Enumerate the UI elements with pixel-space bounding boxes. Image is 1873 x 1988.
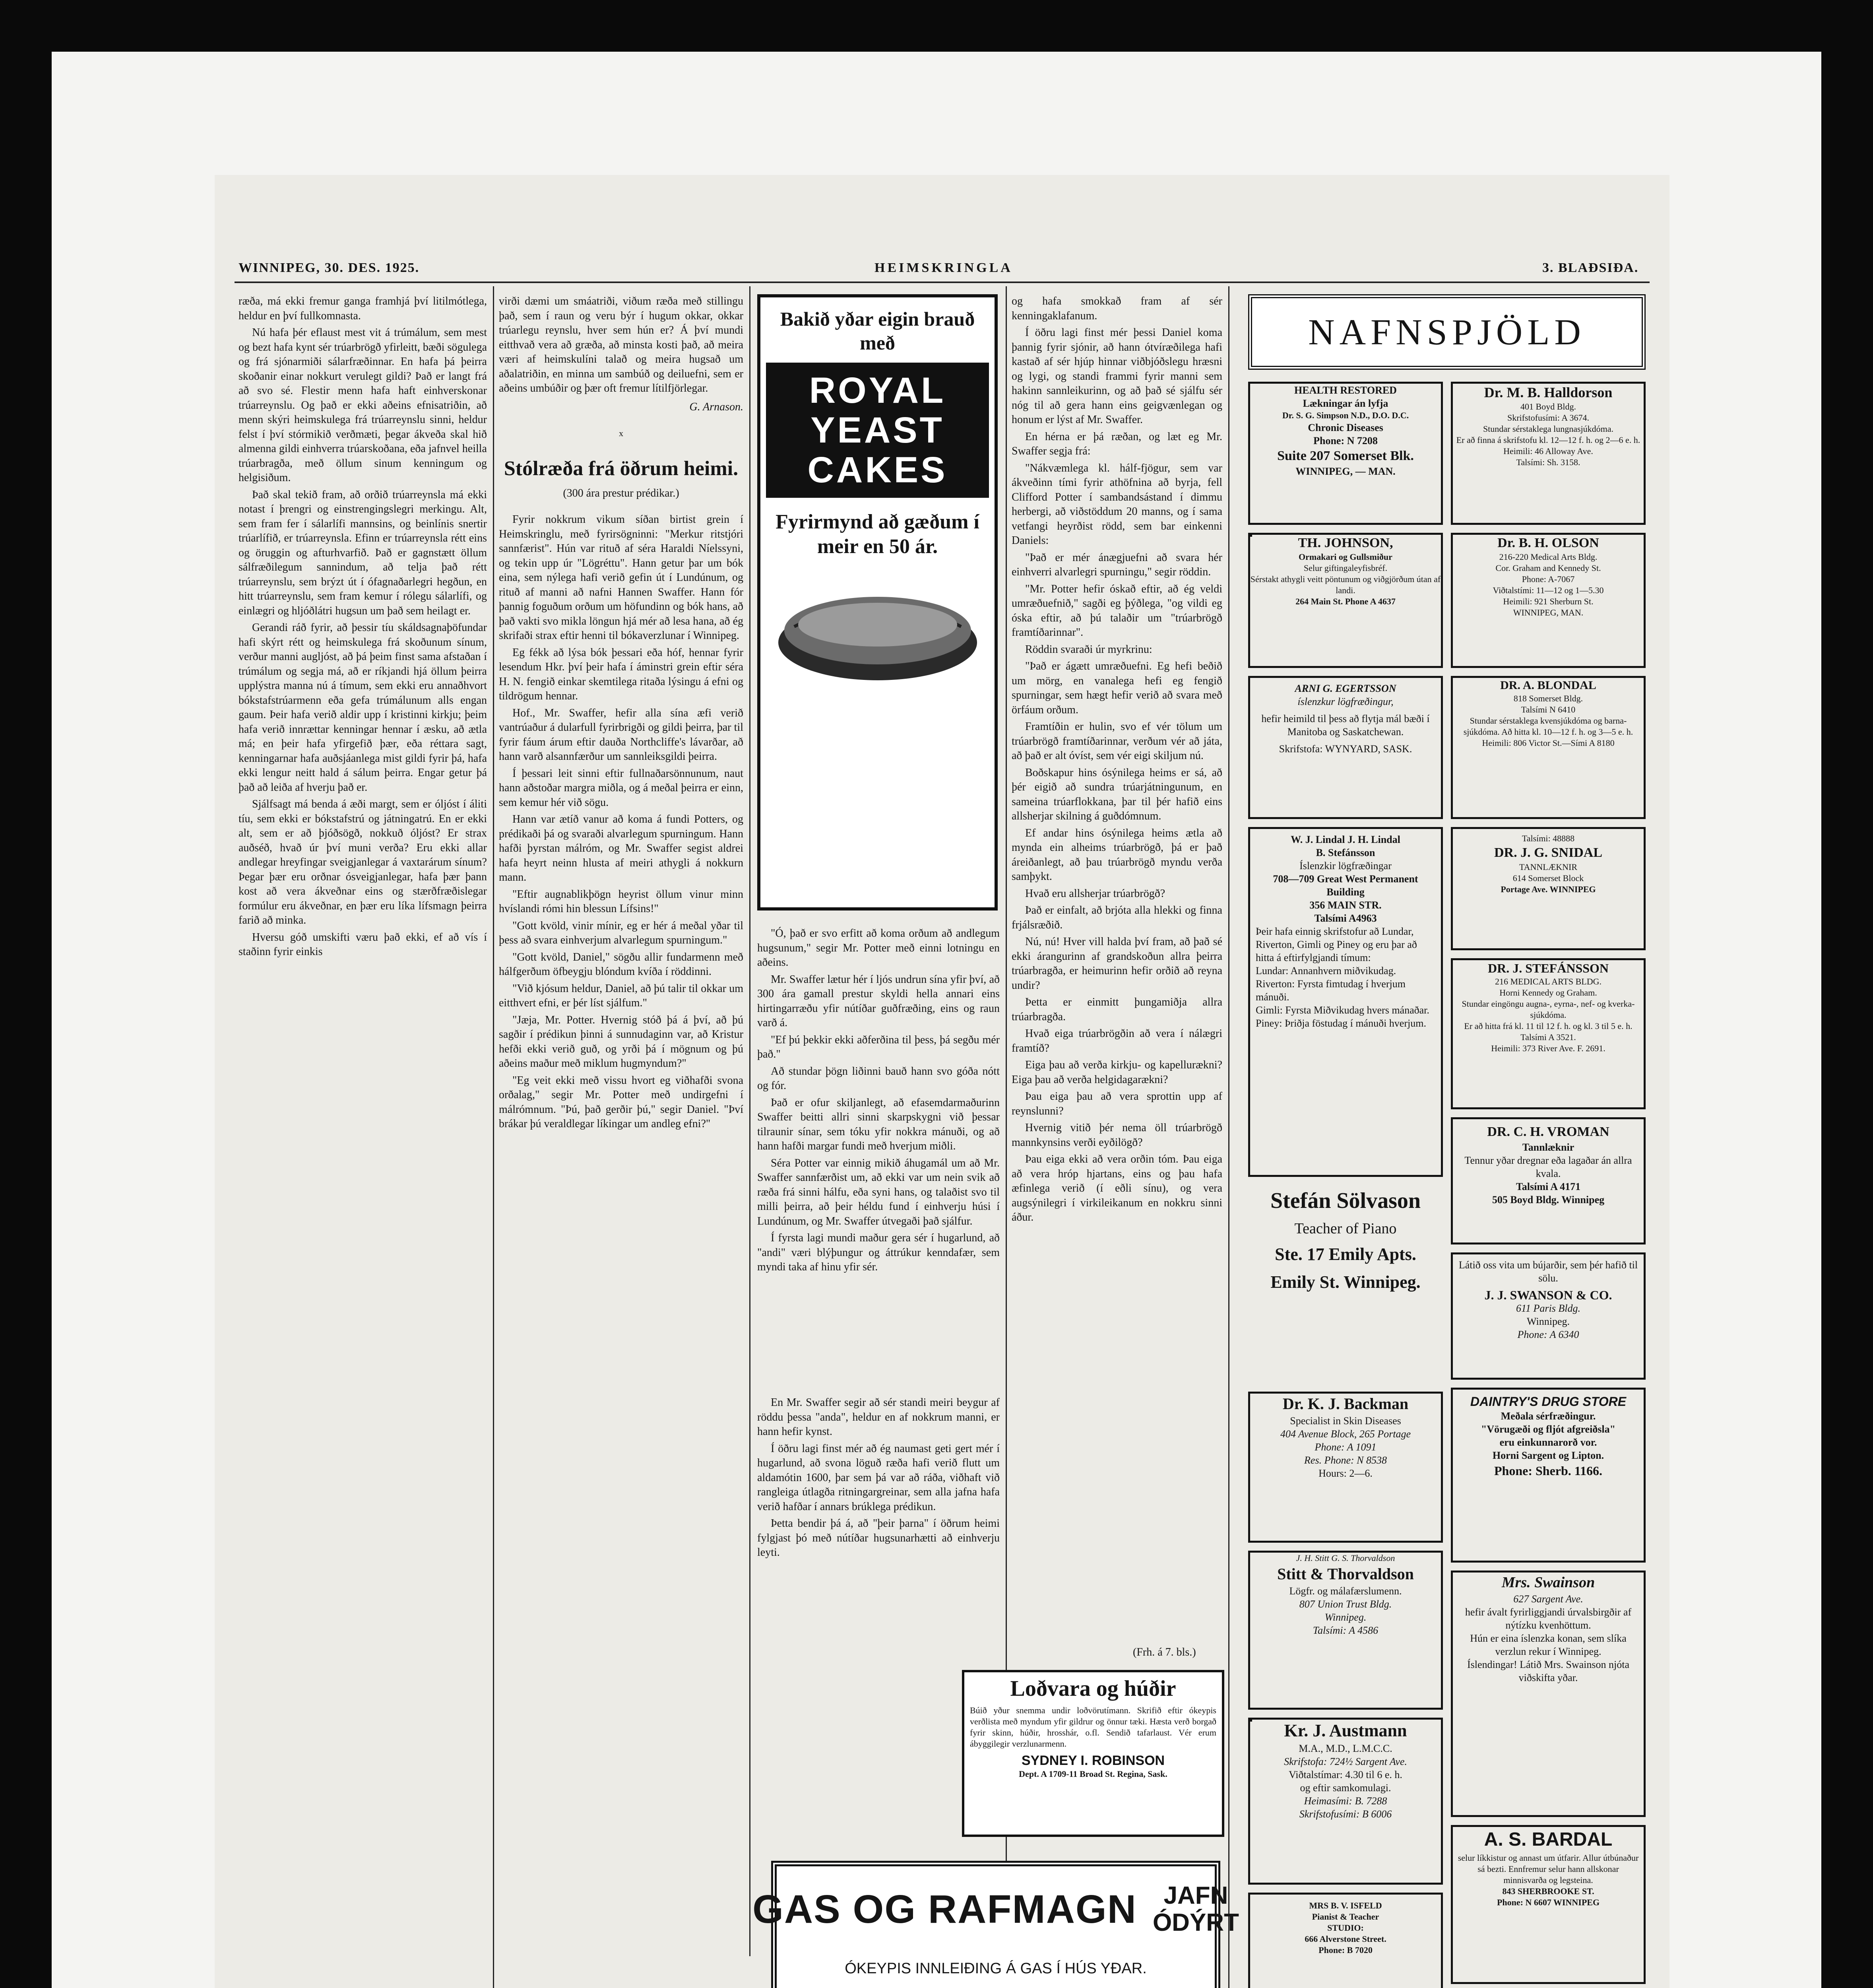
paragraph: Hvernig vitið þér nema öll trúarbrögð mannkynsins verði eyðilögð? [1012,1122,1222,1149]
card-line: 356 MAIN STR. [1309,899,1382,911]
card-solvason [1248,1185,1443,1384]
card-line: Stefán Sölvason [1270,1188,1421,1213]
paragraph: "Við kjósum heldur, Daniel, að þú talir til okkar um eitthvert efni, er þér líst sjálfum." [499,982,743,1009]
paragraph: Framtíðin er hulin, svo ef vér tölum um trúarbrögð framtíðarinnar, verðum vér að játa, að það er alt óvíst, sem vér eigi skiljum nú. [1012,720,1222,762]
paragraph: virði dæmi um smáatriði, viðum ræða með stillingu það, sem í raun og veru býr í hugum okkar, okkar trúarlegu reynslu, hver sem hún er? Á því mundi eitthvað vera að græða, að minsta kosti það, að meira væri af heimskulíni talað og meira hugsað um aðalatriðin, en minna um sambúð og deiluefni, sem er aðeins umbúðir og þær oft fremur lítilfjörlegar. [499,295,743,394]
gas-line-1: ÓKEYPIS INNLEIÐING Á GAS Í HÚS YÐAR. [845,1960,1147,1977]
header-page-number: 3. BLAÐSIÐA. [1542,260,1639,275]
card-line: Horni Sargent og Lipton. [1492,1450,1604,1461]
card-line: MRS B. V. ISFELD [1309,1901,1382,1910]
card-line: Winnipeg. [1324,1611,1367,1623]
paragraph: og hafa smokkað fram af sér kenningaklafanum. [1012,295,1222,322]
paragraph: Röddin svaraði úr myrkrinu: [1025,643,1152,656]
lodvara-address: Dept. A 1709-11 Broad St. Regina, Sask. [1019,1769,1167,1779]
card-line: Phone: A 6340 [1517,1329,1579,1340]
lodvara-ad [962,1670,1224,1837]
article-subhead: (300 ára prestur prédikar.) [563,487,679,499]
card-line: TH. JOHNSON, [1298,536,1393,550]
card-line: 264 Main St. Phone A 4637 [1295,596,1396,606]
card-line: Phone: N 6607 WINNIPEG [1497,1897,1600,1907]
card-line: Látið oss vita um bújarðir, sem þér hafið til sölu. [1458,1259,1638,1284]
card-isfeld [1248,1893,1443,1988]
card-line: Talsími N 6410 [1521,705,1576,714]
paragraph: Það skal tekið fram, að orðið trúarreynsla má ekki notast í þrengri og einstrengingslegri merkingu. Alt, sem fram fer í sálarlífi mannsins, og beinlínis snertir trúarlífið, er trúarreynsla. Efinn er trúarreynsla rétt eins og öruggin og afturhvarfið. Það er gagnstætt öllum sálfræðilegum sannindum, að telja það rétt trúarreynslu, sem brýzt út í ófagnaðarlegri hegðun, en hitt trúarreynslu, sem fram kemur í rólegu sálarlífi, og einlægri og hljóðlátri hugsun um það sem heilagt er. [238,488,487,617]
card-line: Phone: A-7067 [1522,574,1575,584]
royal-brand-panel [766,363,989,498]
paragraph: Eiga þau að verða kirkju- og kapellurækni? Eiga þau að verða helgidagarækni? [1012,1059,1222,1086]
card-line: DR. J. STEFÁNSSON [1487,961,1609,975]
card-line: Talsími A 3521. [1520,1032,1576,1042]
card-line: 818 Somerset Bldg. [1513,693,1583,703]
paragraph: Að stundar þögn liðinni bauð hann svo góða nótt og fór. [757,1065,1000,1092]
card-line: M.A., M.D., L.M.C.C. [1299,1743,1392,1754]
card-line: Er að finna á skrifstofu kl. 12—12 f. h. og 2—6 e. h. [1456,435,1640,445]
card-line: Talsími: A 4586 [1313,1625,1379,1636]
paragraph: Séra Potter var einnig mikið áhugamál um að Mr. Swaffer sannfærðist um, að ekki var um nein svik að ræða frá sinni hálfu, eða syni hans, og talaðist svo til milli þeirra, að þeir héldu fund í einhverju húsi í Lundúnum, og Mr. Swaffer útvegaði það sjálfur. [757,1157,1000,1227]
card-line: Hún er eina íslenzka konan, sem slíka verzlun rekur í Winnipeg. [1470,1633,1627,1657]
card-line: Emily St. Winnipeg. [1270,1272,1421,1292]
column-rule-4 [1228,286,1229,1988]
card-line: Lundar: Annanhvern miðvikudag. [1256,965,1396,977]
paragraph: Boðskapur hins ósýnilega heims er sá, að þér eigið að sundra trúarjátningunum, en sameina trúarflokkana, þar til þér hafið eins allsherjar skilning á guðdómnum. [1012,766,1222,822]
card-line: W. J. Lindal J. H. Lindal [1291,834,1400,845]
card-line: Heimili: 373 River Ave. F. 2691. [1491,1043,1605,1053]
card-line: Tennur yðar dregnar eða lagaðar án allra kvala. [1464,1155,1632,1179]
card-line: Talsími: Sh. 3158. [1516,457,1580,467]
lodvara-name: SYDNEY I. ROBINSON [1021,1753,1165,1768]
card-line: DR. A. BLONDAL [1500,679,1596,692]
paragraph: Eg fékk að lýsa bók þessari eða hóf, hennar fyrir lesendum Hkr. því þeir hafa í áminstri grein eftir séra H. N. fengið einkar skemtilega ritaða lýsingu á efni og tildrögum hennar. [499,646,743,702]
card-line: Kr. J. Austmann [1284,1721,1407,1740]
gas-rafmagn-ad [752,1861,1239,1988]
card-line: Teacher of Piano [1294,1220,1397,1237]
card-line: og eftir samkomulagi. [1300,1782,1391,1794]
card-th-johnson-inner [1248,533,1443,668]
card-line: DAINTRY'S DRUG STORE [1470,1394,1627,1409]
card-line: Viðtalstímar: 4.30 til 6 e. h. [1289,1769,1402,1780]
card-line: hefir ávalt fyrirliggjandi úrvalsbirgðir af nýtízku kvenhöttum. [1465,1606,1632,1631]
article-column-4 [1012,294,1222,1630]
card-swainson [1451,1571,1646,1817]
card-line: Phone: B 7020 [1318,1945,1373,1955]
card-line: Íslendingar! Látið Mrs. Swainson njóta viðskifta yðar. [1467,1659,1629,1683]
card-line: Stundar sérstaklega lungnasjúkdóma. [1483,424,1614,434]
paragraph: Hof., Mr. Swaffer, hefir alla sína æfi verið vantrúaður á dularfull fyrirbrigði og gildi þeirra, þar til fyrir fáum árum eftir dauða Northcliffe's lávarðar, að hann varð alsannfærður um sannleiksgildi þeirra. [499,707,743,763]
card-line: Lögfr. og málafærslumenn. [1289,1585,1402,1597]
card-line: Suite 207 Somerset Blk. [1277,448,1414,463]
header-date: WINNIPEG, 30. DES. 1925. [238,260,420,275]
card-line: Talsími: 48888 [1522,833,1575,843]
card-line: Heimili: 46 Alloway Ave. [1503,446,1593,456]
paragraph: Sjálfsagt má benda á æði margt, sem er óljóst í áliti tíu, sem ekki er bókstafstrú og játningatrú. En er ekki alt, sem er að þjóðsögð, nokkuð óljóst? Er strax auðséð, hvað úr því muni verða? Eru ekki allar andlegar hreyfingar sveigjanlegar á vaxtarárum sínum? Þegar þær eru orðnar ósveigjanlegar, hafa þær þann kost að vera ákveðnar eins og stærðfræðislegar formúlur eru ákveðnar, en þær eru líka lífsmagn þeirra farið að minka. [238,798,487,926]
card-line: Er að hitta frá kl. 11 til 12 f. h. og kl. 3 til 5 e. h. [1464,1021,1633,1031]
card-line: Heimasími: B. 7288 [1304,1795,1387,1807]
card-line: Horni Kennedy og Graham. [1499,988,1597,998]
card-backman [1248,1392,1443,1543]
article-column-2 [499,294,743,1988]
card-stefansson [1451,958,1646,1109]
lodvara-title: Loðvara og húðir [1010,1676,1176,1701]
card-line: Hours: 2—6. [1318,1468,1373,1479]
card-line: Stundar eingöngu augna-, eyrna-, nef- og kverka-sjúkdóma. [1462,999,1635,1020]
paragraph: Fyrir nokkrum vikum síðan birtist grein í Heimskringlu, með fyrirsögninni: "Merkur ritstjóri sannfærist". Hún var rituð af séra Haraldi Níelssyni, og tekin upp úr "Lögréttu". Hann getur þar um bók eina, sem nýlega hafi verið gefin út í Lundúnum, og rituð af manni að nafni Hannen Swaffer. Hann fór þannig foguðum orðum um höfundinn og bók hans, að það vakti svo mikla löngun hjá mér að lesa hana, að ég skrifaði strax eftir henni til bókaverzlunar í Winnipeg. [499,513,743,642]
card-line: Pianist & Teacher [1312,1912,1379,1922]
card-line: WINNIPEG, MAN. [1513,608,1584,617]
card-line: B. Stefánsson [1316,847,1375,858]
paragraph: Ef andar hins ósýnilega heims ætla að mynda ein alheims trúarbrögð, þá er það áreiðanlegt, að þau trúarbrögð myndu verða samþykt. [1012,827,1222,883]
paragraph: Í öðru lagi finst mér þessi Daniel koma þannig fyrir sjónir, að hann ótvíræðilega hafi kastað af sér hjúp hinnar viðbjóðslegu hræsni og lygi, og standi frammi fyrir manni sem hakinn sannleikurinn, og að það sé sjálfu sér nóg til að gera hann eins geigvænlegan og honum er lýst af Mr. Swaffer. [1012,326,1222,426]
card-line: Piney: Þriðja föstudag í mánuði hverjum. [1256,1017,1426,1029]
card-line: Dr. B. H. OLSON [1497,536,1599,550]
card-bardal [1451,1825,1646,1984]
card-line: selur líkkistur og annast um útfarir. Allur útbúnaður sá bezti. Ennfremur selur hann allskonar minnisvarða og legsteina. [1458,1853,1639,1885]
card-line: Íslenzkir lögfræðingar [1299,860,1392,872]
card-line: 216 MEDICAL ARTS BLDG. [1495,977,1602,986]
card-line: DR. J. G. SNIDAL [1494,845,1603,860]
paragraph: En hérna er þá ræðan, og læt eg Mr. Swaffer segja frá: [1012,430,1222,457]
article-column-3-bottom [757,1396,1000,1642]
paragraph: Það er ofur skiljanlegt, að efasemdarmaðurinn Swaffer beitti allri sinni skarpskygni við þessar tilraunir sínar, sem tóku yfir nokkra mánuði, og að hann hafði margar fundi með hverjum miðli. [757,1096,1000,1152]
card-line: Skrifstofusími: A 3674. [1507,413,1589,423]
card-line: Lækningar án lyfja [1303,398,1388,409]
bread-loaf-illustration [770,567,985,686]
royal-brand-word: ROYAL [809,370,946,411]
paragraph: "Gott kvöld, Daniel," sögðu allir fundarmenn með hálfgerðum öfbeygju blóndum kvíða í röddinni. [499,951,743,978]
card-line: HEALTH RESTORED [1294,384,1397,396]
paragraph: Í öðru lagi finst mér að ég naumast geti gert mér í hugarlund, að svona löguð ræða hafi verið flutt um aldamótin 1600, þar sem þá var að ráða, viðhaft við rangleiga útlagða ritningargreinar, sem alla jafna hafa verið hafðar í annars brúklega prédikun. [757,1442,1000,1513]
column-rule-2 [749,286,750,1956]
paragraph: "Eftir augnablikþögn heyrist öllum vinur minn hvíslandi rómi hin blessun Lífsins!" [499,888,743,915]
card-line: Mrs. Swainson [1501,1574,1595,1591]
paragraph: Í fyrsta lagi mundi maður gera sér í hugarlund, að "andi" væri blýþungur og áttrúkur kenndafær, sem myndi taka af hinu yfir sér. [757,1232,1000,1273]
paragraph: Hversu góð umskifti væru það ekki, ef að vís í staðinn fyrir einkis [238,931,487,958]
paragraph: Þau eiga ekki að vera orðin tóm. Þau eiga að vera hróp hjartans, eins og þau hafa æfinlega verið (í eðli sínu), og vera augsýnilegri í virkileikanum en nokkru sinni áður. [1012,1153,1222,1223]
card-line: Specialist in Skin Diseases [1290,1415,1401,1427]
card-daintry [1451,1388,1646,1563]
card-line: íslenzkur lögfræðingur, [1297,696,1394,707]
card-line: Cor. Graham and Kennedy St. [1495,563,1601,573]
paragraph: "Ó, það er svo erfitt að koma orðum að andlegum hugsunum," segir Mr. Potter með einni lotningu en aðeins. [757,927,1000,969]
paragraph: Mr. Swaffer lætur hér í ljós undrun sína yfir því, að 300 ára gamall prestur skyldi hella annari eins hirtingarræðu yfir nútíðar guðfræðing, eins og raun varð á. [757,973,1000,1029]
card-line: Viðtalstími: 11—12 og 1—5.30 [1493,585,1604,595]
paragraph: "Gott kvöld, vinir mínir, eg er hér á meðal yðar til þess að svara einhverjum alvarlegum spurningum." [499,919,743,946]
paragraph: Í þessari leit sinni eftir fullnaðarsönnunum, naut hann aðstoðar margra miðla, og á meðal þeirra er einn, sem kemur hér við sögu. [499,767,743,809]
paragraph: ræða, má ekki fremur ganga framhjá því litilmótlega, heldur en því fullkomnasta. [238,295,487,322]
card-line: Res. Phone: N 8538 [1304,1454,1387,1466]
card-line: Skrifstofa: WYNYARD, SASK. [1279,743,1412,755]
card-line: Stundar sérstaklega kvensjúkdóma og barna-sjúkdóma. Að hitta kl. 10—12 f. h. og 3—5 e. h. [1463,716,1633,737]
card-line: Phone: N 7208 [1313,435,1378,447]
card-line: Phone: A 1091 [1315,1441,1377,1453]
paragraph: Nú, nú! Hver vill halda því fram, að það sé ekki árangurinn af grandskoðun allra þeirra trúarbragða, er heimurinn hefir orðið að reyna undir? [1012,936,1222,992]
card-line: Tannlæknir [1522,1142,1574,1153]
paragraph: "Eg veit ekki með vissu hvort eg viðhafði svona orðalag," segir Mr. Potter með undirgefni í málrómnum. "Þú, það gerðir þú," segir Daniel. "Því brákar þú veraldlegar líkingar um andleg efni?" [499,1074,743,1130]
card-line: A. S. BARDAL [1484,1829,1613,1850]
card-line: hefir heimild til þess að flytja mál bæði í Manitoba og Saskatchewan. [1261,713,1430,738]
card-line: Talsími A4963 [1314,912,1377,924]
card-stitt-thorvaldson [1248,1551,1443,1710]
paragraph: Hvað eiga trúarbrögðin að vera í nálægri framtíð? [1012,1027,1222,1054]
article-column-1 [238,294,487,1988]
card-line: Dr. S. G. Simpson N.D., D.O. D.C. [1282,410,1409,420]
card-line: Sérstakt athygli veitt pöntunum og viðgjörðum útan af landi. [1250,574,1441,595]
royal-headline: Bakið yðar eigin brauð með [780,308,975,354]
paragraph: Þetta er einmitt þungamiðja allra trúarbragða. [1012,996,1222,1023]
article-column-3 [757,926,1000,1392]
card-line: Þeir hafa einnig skrifstofur að Lundar, Riverton, Gimli og Piney og eru þar að hitta á eftirfylgjandi tímum: [1256,926,1417,963]
directory-title: NAFNSPJÖLD [1308,312,1586,352]
card-line: "Vörugæði og fljót afgreiðsla" [1481,1423,1616,1435]
card-line: Heimili: 921 Sherburn St. [1503,596,1594,606]
card-line: DR. C. H. VROMAN [1487,1124,1609,1139]
card-line: Talsími A 4171 [1516,1181,1581,1192]
card-line: STUDIO: [1327,1923,1364,1933]
card-swanson [1451,1252,1646,1380]
paragraph: "Það er mér ánægjuefni að svara hér einhverri alvarlegri spurningu," segir röddin. [1012,551,1222,578]
card-line: Phone: Sherb. 1166. [1494,1464,1603,1478]
newspaper-page [215,175,1669,1988]
paragraph: Það er einfalt, að brjóta alla hlekki og finna frjálsræðið. [1012,904,1222,931]
card-line: 614 Somerset Block [1512,873,1584,883]
column-rule-1 [493,286,494,1988]
royal-brand-word: CAKES [807,450,948,490]
card-line: 843 SHERBROOKE ST. [1502,1886,1594,1896]
header-paper-name: HEIMSKRINGLA [874,260,1013,275]
paragraph: Gerandi ráð fyrir, að þessir tíu skáldsagnaþöfundar hafi skýrt rétt og heimskulega frá skoðunum sínum, verður manni augljóst, að þá þeim finst sama afstaðan í trúmálum og segja má, að er ríkjandi hjá öllum þeirra upplýstra manna nú á tímum, sem ekki eru annaðhvort bókstafstrúarmenn eða gefa trúmálunum alls engan gaum. Þeir hafa verið aldir upp í kristinni kirkju; þeim hafa verið innrættar kenningar hennar í æsku, að ætla má; en þeir hafa yfirgefið þær, eða réttara sagt, kenningarnar hafa auðsjáanlega mist gildi fyrir þá, hafa ekki lengur neitt hald á sálum þeirra. Engar getur þá það að leiða af hverju það er. [238,621,487,794]
paragraph: Þau eiga þau að vera sprottin upp af reynslunni? [1012,1090,1222,1117]
card-line: 505 Boyd Bldg. Winnipeg [1492,1194,1605,1206]
paragraph: "Ef þú þekkir ekki aðferðina til þess, þá segðu mér það." [757,1033,1000,1060]
card-halldorson [1451,382,1646,525]
separator-mark: x [619,428,623,438]
gas-title: GAS OG RAFMAGN [752,1887,1137,1932]
card-line: 216-220 Medical Arts Bldg. [1499,552,1598,562]
card-line: 627 Sargent Ave. [1513,1593,1583,1605]
card-vroman [1451,1117,1646,1244]
card-line: 807 Union Trust Bldg. [1299,1598,1392,1610]
card-olson [1451,533,1646,668]
card-line: Selur giftingaleyfisbréf. [1303,563,1388,573]
paragraph: Hvað eru allsherjar trúarbrögð? [1025,887,1165,900]
card-line: Portage Ave. WINNIPEG [1501,884,1596,894]
royal-tagline: Fyrirmynd að gæðum í meir en 50 ár. [776,511,979,558]
card-blondal [1451,676,1646,819]
paragraph: En Mr. Swaffer segir að sér standi meiri beygur af röddu þessa "anda", heldur en af nokkrum manni, er hann hefir kynst. [757,1396,1000,1438]
card-snidal [1451,827,1646,950]
card-line: 708—709 Great West Permanent Building [1273,873,1418,898]
card-egertsson [1248,676,1443,819]
signature: G. Arnason. [689,400,743,413]
card-line: Skrifstofa: 724½ Sargent Ave. [1284,1756,1407,1767]
card-line: ARNI G. EGERTSSON [1295,683,1396,694]
gas-side-word: JAFN [1163,1882,1228,1909]
card-line: Riverton: Fyrsta fimtudag í hverjum mánuði. [1256,978,1406,1003]
card-line: J. H. Stitt G. S. Thorvaldson [1296,1553,1395,1563]
card-line: 401 Boyd Bldg. [1520,402,1576,412]
card-line: Stitt & Thorvaldson [1277,1565,1414,1583]
card-line: Meðala sérfræðingur. [1501,1410,1596,1422]
card-line: Skrifstofusími: B 6006 [1299,1808,1392,1820]
card-line: Winnipeg. [1527,1316,1570,1327]
royal-yeast-ad [757,294,998,911]
lodvara-body: Búið yður snemma undir loðvörutímann. Skrifið eftir ókeypis verðlista með myndum yfir gildrur og önnur tæki. Hæsta verð borgað fyrir skinn, húðir, hrosshár, o.fl. Sendið tafarlaust. Vér erum ábyggilegir verzlunarmenn. [970,1705,1216,1749]
card-line: TANNLÆKNIR [1519,862,1578,872]
paragraph: "Mr. Potter hefir óskað eftir, að ég veldi umræðuefnið," sagði eg þýðlega, "og vildi eg óska eftir, að þú talaðir um "trúarbrögð framtíðarinnar". [1012,582,1222,639]
gas-side-word: ÓDÝRT [1152,1909,1239,1936]
card-line: eru einkunnarorð vor. [1499,1437,1597,1448]
paragraph: "Nákvæmlega kl. hálf-fjögur, sem var ákveðinn tími fyrir athöfnina að byrja, fell Clifford Potter í sambandsástand í dimmu herbergi, að viðstöddum 20 manns, og í sama vetfangi heyrðist rödd, sem bar einkenni Daniels: [1012,462,1222,547]
card-line: Dr. M. B. Halldorson [1484,384,1613,400]
card-health-restored [1248,382,1443,525]
card-line: Ste. 17 Emily Apts. [1275,1244,1416,1264]
article-headline: Stólræða frá öðrum heimi. [504,457,739,480]
card-line: Chronic Diseases [1308,422,1383,433]
card-line: J. J. SWANSON & CO. [1484,1288,1612,1302]
paragraph: "Jæja, Mr. Potter. Hvernig stóð þá á því, að þú sagðir í prédikun þinni á sunnudaginn var, að Kristur hefði ekki verið guð, og yrði þá í mögnum og þú aðeins maður með miklum hugmyndum?" [499,1013,743,1070]
paragraph: "Það er ágætt umræðuefni. Eg hefi beðið um mörg, en vanalega hefi eg fengið spurningar, sem hægt hefir verið að svara með örfáum orðum. [1012,660,1222,716]
card-line: Dr. K. J. Backman [1282,1395,1409,1413]
card-line: WINNIPEG, — MAN. [1295,466,1396,477]
header-rule [235,282,1650,283]
card-line: 611 Paris Bldg. [1516,1303,1581,1314]
royal-brand-word: YEAST [810,410,944,450]
card-line: Heimili: 806 Victor St.—Sími A 8180 [1482,738,1615,748]
paragraph: Nú hafa þér eflaust mest vit á trúmálum, sem mest og bezt hafa kynt sér trúarbrögð yfirleitt, bæði sögulega og frá sjónarmiði sálarfræðinnar. En hafa þá þeirra skoðanir einar nokkurt verulegt gildi? Það er langt frá að svo sé. Flestir menn hafa haft einhverskonar trúarreynslu. Og það er ekki aðeins efnisatriðin, að menn skýri heimskulega frá trúarreynslu sinni, heldur felst í því stórmikið verðmæti, þegar ákveða skal hið almenna gildi einhverra trúarskoðana, eða jafnvel heilla trúarbragða, með öllum sinum kenningum og helgisiðum. [238,326,487,484]
card-lindal [1248,827,1443,1177]
directory-title-box [1248,294,1646,370]
paragraph: Hann var ætíð vanur að koma á fundi Potters, og prédikaði þá og svaraði alvarlegum spurningum. Hann hafði þyrstan málróm, og Mr. Swaffer segist aldrei hafa heyrt neinn hlusta af meiri athygli á nokkurn mann. [499,813,743,883]
continued-note: (Frh. á 7. bls.) [1133,1646,1196,1658]
card-austmann-inner [1248,1718,1443,1885]
paragraph: Þetta bendir þá á, að "þeir þarna" í öðrum heimi fylgjast þó með nútíðar hugsunarhætti að einhverju leyti. [757,1517,1000,1559]
card-line: Ormakari og Gullsmiður [1299,552,1392,562]
card-line: Gimli: Fyrsta Miðvikudag hvers mánaðar. [1256,1004,1429,1016]
card-line: 666 Alverstone Street. [1305,1934,1386,1944]
card-line: 404 Avenue Block, 265 Portage [1280,1428,1411,1440]
